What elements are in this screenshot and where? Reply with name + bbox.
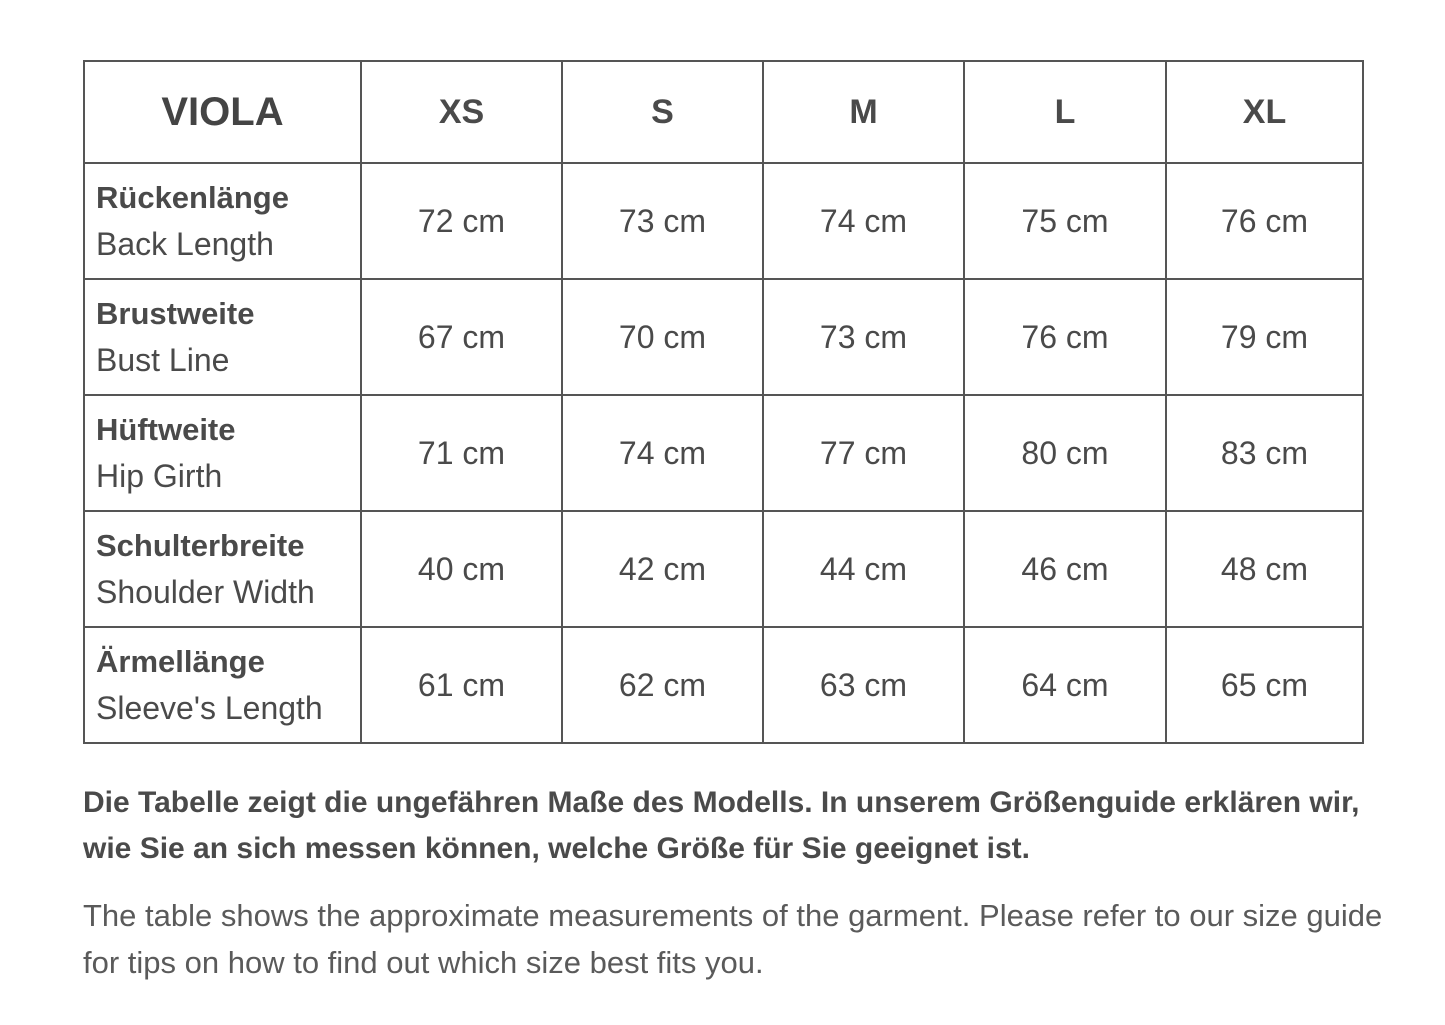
row-label-german: Rückenlänge [96, 180, 289, 215]
measurement-cell: 74 cm [562, 395, 763, 511]
measurement-cell: 65 cm [1166, 627, 1363, 743]
measurement-cell: 64 cm [964, 627, 1166, 743]
size-header-s: S [562, 61, 763, 163]
row-label [84, 511, 361, 627]
measurement-cell: 77 cm [763, 395, 964, 511]
measurement-cell: 44 cm [763, 511, 964, 627]
measurement-cell: 63 cm [763, 627, 964, 743]
measurement-cell: 79 cm [1166, 279, 1363, 395]
measurement-cell: 61 cm [361, 627, 562, 743]
measurement-cell: 42 cm [562, 511, 763, 627]
product-name: VIOLA [84, 61, 361, 163]
note-german: Die Tabelle zeigt die ungefähren Maße des Modells. In unserem Größenguide erklären wir, wie Sie an sich messen können, welche Größe für Sie geeignet ist. [83, 786, 1360, 865]
measurement-row-shoulder-width [84, 511, 1363, 627]
measurement-row-back-length [84, 163, 1363, 279]
measurement-cell: 74 cm [763, 163, 964, 279]
row-label-english: Hip Girth [96, 458, 223, 494]
measurement-cell: 62 cm [562, 627, 763, 743]
row-label-german: Ärmellänge [96, 644, 265, 679]
measurement-cell: 76 cm [1166, 163, 1363, 279]
measurement-cell: 40 cm [361, 511, 562, 627]
measurement-cell: 75 cm [964, 163, 1166, 279]
row-label-german: Schulterbreite [96, 528, 305, 563]
measurement-row-bust-line [84, 279, 1363, 395]
measurement-row-sleeve-length [84, 627, 1363, 743]
measurement-cell: 71 cm [361, 395, 562, 511]
measurement-cell: 76 cm [964, 279, 1166, 395]
row-label-english: Bust Line [96, 342, 230, 378]
row-label-english: Sleeve's Length [96, 690, 323, 726]
measurement-cell: 80 cm [964, 395, 1166, 511]
row-label-german: Brustweite [96, 296, 255, 331]
measurement-cell: 46 cm [964, 511, 1166, 627]
note-english: The table shows the approximate measurements of the garment. Please refer to our size guide for tips on how to find out which size best fits you. [83, 898, 1383, 980]
measurement-cell: 73 cm [562, 163, 763, 279]
measurement-row-hip-girth [84, 395, 1363, 511]
size-header-xs: XS [361, 61, 562, 163]
measurement-cell: 67 cm [361, 279, 562, 395]
size-header-row [84, 61, 1363, 163]
size-chart-table [83, 60, 1364, 744]
measurement-cell: 73 cm [763, 279, 964, 395]
measurement-cell: 83 cm [1166, 395, 1363, 511]
row-label [84, 163, 361, 279]
size-header-xl: XL [1166, 61, 1363, 163]
size-header-l: L [964, 61, 1166, 163]
measurement-cell: 48 cm [1166, 511, 1363, 627]
measurement-cell: 72 cm [361, 163, 562, 279]
row-label [84, 627, 361, 743]
row-label [84, 395, 361, 511]
row-label-german: Hüftweite [96, 412, 236, 447]
size-header-m: M [763, 61, 964, 163]
row-label [84, 279, 361, 395]
measurement-cell: 70 cm [562, 279, 763, 395]
row-label-english: Back Length [96, 226, 274, 262]
row-label-english: Shoulder Width [96, 574, 315, 610]
